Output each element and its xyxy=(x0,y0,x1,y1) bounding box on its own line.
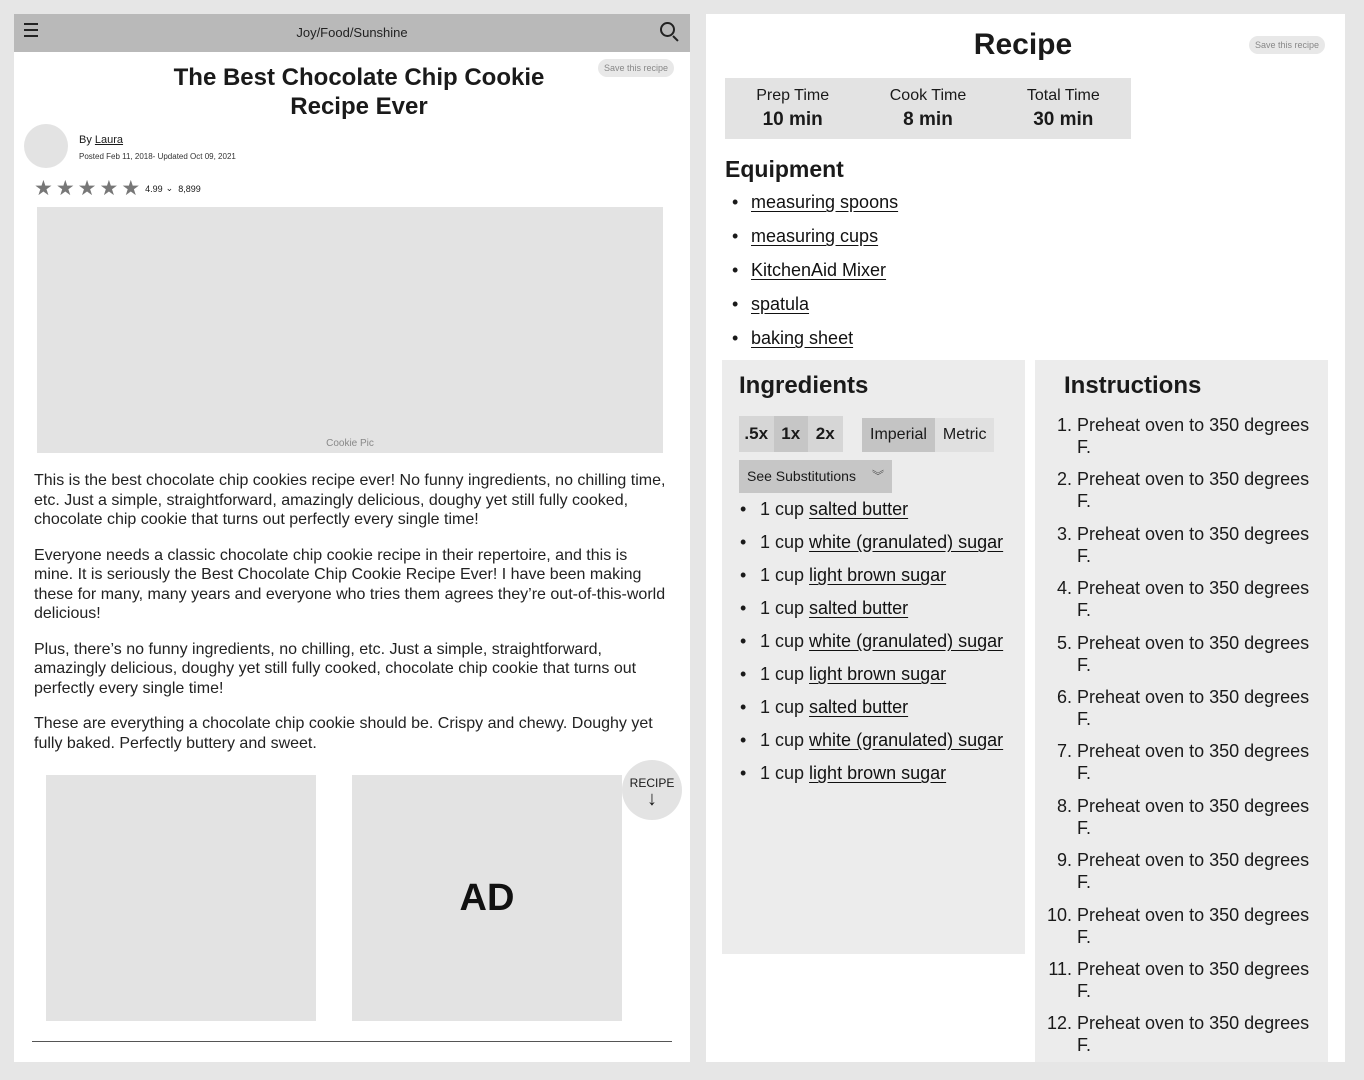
ingredient-link[interactable]: light brown sugar xyxy=(809,565,947,585)
save-recipe-button[interactable]: Save this recipe xyxy=(598,59,674,77)
ingredient-link[interactable]: salted butter xyxy=(809,697,909,717)
cook-time xyxy=(860,78,995,139)
ingredient-link[interactable]: salted butter xyxy=(809,499,909,519)
step-text: Preheat oven to 350 degrees F. xyxy=(1077,632,1310,675)
instruction-step xyxy=(1039,414,1325,468)
ingredient-link[interactable]: white (granulated) sugar xyxy=(809,631,1004,651)
step-number: 11. xyxy=(1048,958,1072,979)
chevron-down-icon[interactable]: ⌄ xyxy=(165,183,174,193)
list-item: • 1 cup salted butter xyxy=(740,598,909,618)
instruction-step xyxy=(1039,632,1325,686)
list-item: • 1 cup light brown sugar xyxy=(740,565,947,585)
step-number: 5. xyxy=(1056,632,1072,653)
ingredient-qty: 1 cup xyxy=(760,532,805,552)
instructions-section xyxy=(1035,360,1328,1062)
instruction-step xyxy=(1039,577,1325,631)
top-bar xyxy=(14,14,690,52)
post-dates: Posted Feb 11, 2018- Updated Oct 09, 2021 xyxy=(79,152,236,161)
list-item: • baking sheet xyxy=(732,328,898,362)
star-icon: ★ xyxy=(99,177,119,200)
ingredient-link[interactable]: salted butter xyxy=(809,598,909,618)
ingredient-link[interactable]: white (granulated) sugar xyxy=(809,532,1004,552)
step-number: 3. xyxy=(1056,523,1072,544)
prep-time xyxy=(725,78,860,139)
byline-prefix: By xyxy=(79,134,92,146)
equipment-link[interactable]: baking sheet xyxy=(751,328,854,348)
star-icon: ★ xyxy=(55,177,75,200)
equipment-heading: Equipment xyxy=(725,156,844,182)
step-number: 9. xyxy=(1056,850,1072,871)
step-text: Preheat oven to 350 degrees F. xyxy=(1077,686,1310,729)
step-text: Preheat oven to 350 degrees F. xyxy=(1077,415,1310,457)
list-item: • spatula xyxy=(732,294,898,328)
ingredients-section xyxy=(722,360,1025,954)
ad-slot[interactable]: AD xyxy=(352,775,622,1021)
see-substitutions-button[interactable] xyxy=(739,460,892,493)
instructions-heading: Instructions xyxy=(1064,372,1202,399)
rating-count: 8,899 xyxy=(178,183,201,194)
ingredient-qty: 1 cup xyxy=(760,499,805,519)
see-substitutions-label: See Substitutions xyxy=(747,468,856,484)
article-body xyxy=(34,471,670,769)
double-chevron-down-icon: ︾ xyxy=(871,469,884,483)
list-item: • 1 cup white (granulated) sugar xyxy=(740,631,1004,651)
time-value: 8 min xyxy=(903,109,953,130)
instruction-step xyxy=(1039,468,1325,522)
equipment-link[interactable]: measuring spoons xyxy=(751,192,899,212)
equipment-link[interactable]: KitchenAid Mixer xyxy=(751,260,887,280)
author-link[interactable]: Laura xyxy=(94,134,124,146)
scale-1x-button[interactable]: 1x xyxy=(774,416,809,452)
rating-value: 4.99 xyxy=(145,183,163,194)
recipe-title: Recipe xyxy=(973,28,1073,61)
star-icon: ★ xyxy=(34,177,53,200)
step-text: Preheat oven to 350 degrees F. xyxy=(1077,904,1310,947)
rating[interactable] xyxy=(34,178,201,199)
recipe-card xyxy=(706,14,1345,1062)
step-text: Preheat oven to 350 degrees F. xyxy=(1077,469,1310,512)
step-number: 10. xyxy=(1046,904,1072,925)
step-text: Preheat oven to 350 degrees F. xyxy=(1077,741,1310,784)
ingredients-list xyxy=(740,498,1020,795)
list-item: • 1 cup light brown sugar xyxy=(740,763,947,783)
ingredient-qty: 1 cup xyxy=(760,763,805,783)
time-value: 10 min xyxy=(762,109,823,130)
equipment-link[interactable]: spatula xyxy=(751,294,810,314)
instruction-step xyxy=(1039,849,1325,903)
site-name[interactable]: Joy/Food/Sunshine xyxy=(296,25,408,40)
step-text: Preheat oven to 350 degrees F. xyxy=(1077,1013,1310,1056)
list-item: • 1 cup white (granulated) sugar xyxy=(740,730,1004,750)
step-number: 6. xyxy=(1056,686,1072,707)
instruction-step xyxy=(1039,1012,1325,1062)
time-label: Cook Time xyxy=(889,87,967,104)
hero-caption: Cookie Pic xyxy=(326,438,374,449)
byline xyxy=(79,134,123,146)
step-number: 1. xyxy=(1056,415,1072,435)
instruction-step xyxy=(1039,795,1325,849)
scale-2x-button[interactable]: 2x xyxy=(815,424,835,443)
content-image xyxy=(46,775,316,1021)
ingredient-qty: 1 cup xyxy=(760,565,805,585)
list-item: • 1 cup light brown sugar xyxy=(740,664,947,684)
article-page xyxy=(14,14,690,1062)
step-number: 2. xyxy=(1056,469,1072,490)
instruction-step xyxy=(1039,523,1325,577)
total-time xyxy=(996,78,1131,139)
instruction-step xyxy=(1039,740,1325,794)
divider xyxy=(32,1041,672,1042)
article-title: The Best Chocolate Chip Cookie Recipe Ever xyxy=(173,64,545,120)
list-item: • KitchenAid Mixer xyxy=(732,260,898,294)
unit-toggle xyxy=(862,418,994,452)
step-text: Preheat oven to 350 degrees F. xyxy=(1077,795,1310,838)
step-number: 7. xyxy=(1056,741,1072,762)
save-recipe-button[interactable]: Save this recipe xyxy=(1249,36,1325,54)
ingredient-qty: 1 cup xyxy=(760,730,805,750)
metric-button[interactable]: Metric xyxy=(935,418,995,452)
instruction-step xyxy=(1039,904,1325,958)
article-paragraph: Everyone needs a classic chocolate chip cookie recipe in their repertoire, and this is mine. It is seriously the Best Chocolate Chip Cookie Recipe Ever! I have been making these for many, many years and everyone who tries them agrees they’re out-of-this-world delicious! xyxy=(34,546,666,622)
equipment-link[interactable]: measuring cups xyxy=(751,226,879,246)
scale-half-button[interactable]: .5x xyxy=(744,424,769,443)
ingredient-link[interactable]: light brown sugar xyxy=(809,763,947,783)
imperial-button[interactable]: Imperial xyxy=(862,418,935,452)
instruction-step xyxy=(1039,686,1325,740)
article-paragraph: Plus, there’s no funny ingredients, no chilling, etc. Just a simple, straightforward, amazingly delicious, doughy yet still fully cooked, chocolate chip cookie that turns out perfectly every single time! xyxy=(34,640,637,697)
list-item: • 1 cup salted butter xyxy=(740,499,909,519)
list-item: • measuring spoons xyxy=(732,192,898,226)
author-avatar xyxy=(24,124,68,168)
ingredient-qty: 1 cup xyxy=(760,664,805,684)
instructions-list xyxy=(1039,414,1325,1062)
article-paragraph: These are everything a chocolate chip cookie should be. Crispy and chewy. Doughy yet fully baked. Perfectly buttery and sweet. xyxy=(34,715,653,752)
step-text: Preheat oven to 350 degrees F. xyxy=(1077,958,1310,1001)
step-text: Preheat oven to 350 degrees F. xyxy=(1077,523,1310,566)
list-item: • 1 cup white (granulated) sugar xyxy=(740,532,1004,552)
recipe-times xyxy=(725,78,1131,139)
search-icon[interactable] xyxy=(660,22,680,42)
ingredient-qty: 1 cup xyxy=(760,697,805,717)
step-number: 8. xyxy=(1056,795,1072,816)
list-item: • 1 cup salted butter xyxy=(740,697,909,717)
list-item: • measuring cups xyxy=(732,226,898,260)
ingredients-heading: Ingredients xyxy=(739,372,869,399)
star-icon: ★ xyxy=(77,177,97,200)
step-number: 12. xyxy=(1046,1013,1072,1034)
jump-to-recipe-button[interactable] xyxy=(622,760,682,820)
step-text: Preheat oven to 350 degrees F. xyxy=(1077,850,1310,893)
ingredient-link[interactable]: light brown sugar xyxy=(809,664,947,684)
jump-to-recipe-label: RECIPE xyxy=(629,776,675,790)
time-value: 30 min xyxy=(1033,109,1094,130)
star-icon: ★ xyxy=(121,177,141,200)
ingredient-qty: 1 cup xyxy=(760,598,805,618)
article-paragraph: This is the best chocolate chip cookies recipe ever! No funny ingredients, no chilling time, etc. Just a simple, straightforward, amazingly delicious, doughy yet still fully cooked, chocolate chip cookie that turns out perfectly every single time! xyxy=(34,472,666,528)
time-label: Total Time xyxy=(1026,87,1100,104)
time-label: Prep Time xyxy=(756,87,830,104)
equipment-list xyxy=(732,192,898,362)
instruction-step xyxy=(1039,958,1325,1012)
arrow-down-icon: ↓ xyxy=(647,788,657,810)
hero-image xyxy=(37,207,663,453)
ingredient-link[interactable]: white (granulated) sugar xyxy=(809,730,1004,750)
step-text: Preheat oven to 350 degrees F. xyxy=(1077,578,1310,621)
servings-scale-group xyxy=(739,416,843,452)
ingredient-qty: 1 cup xyxy=(760,631,805,651)
step-number: 4. xyxy=(1056,578,1072,599)
